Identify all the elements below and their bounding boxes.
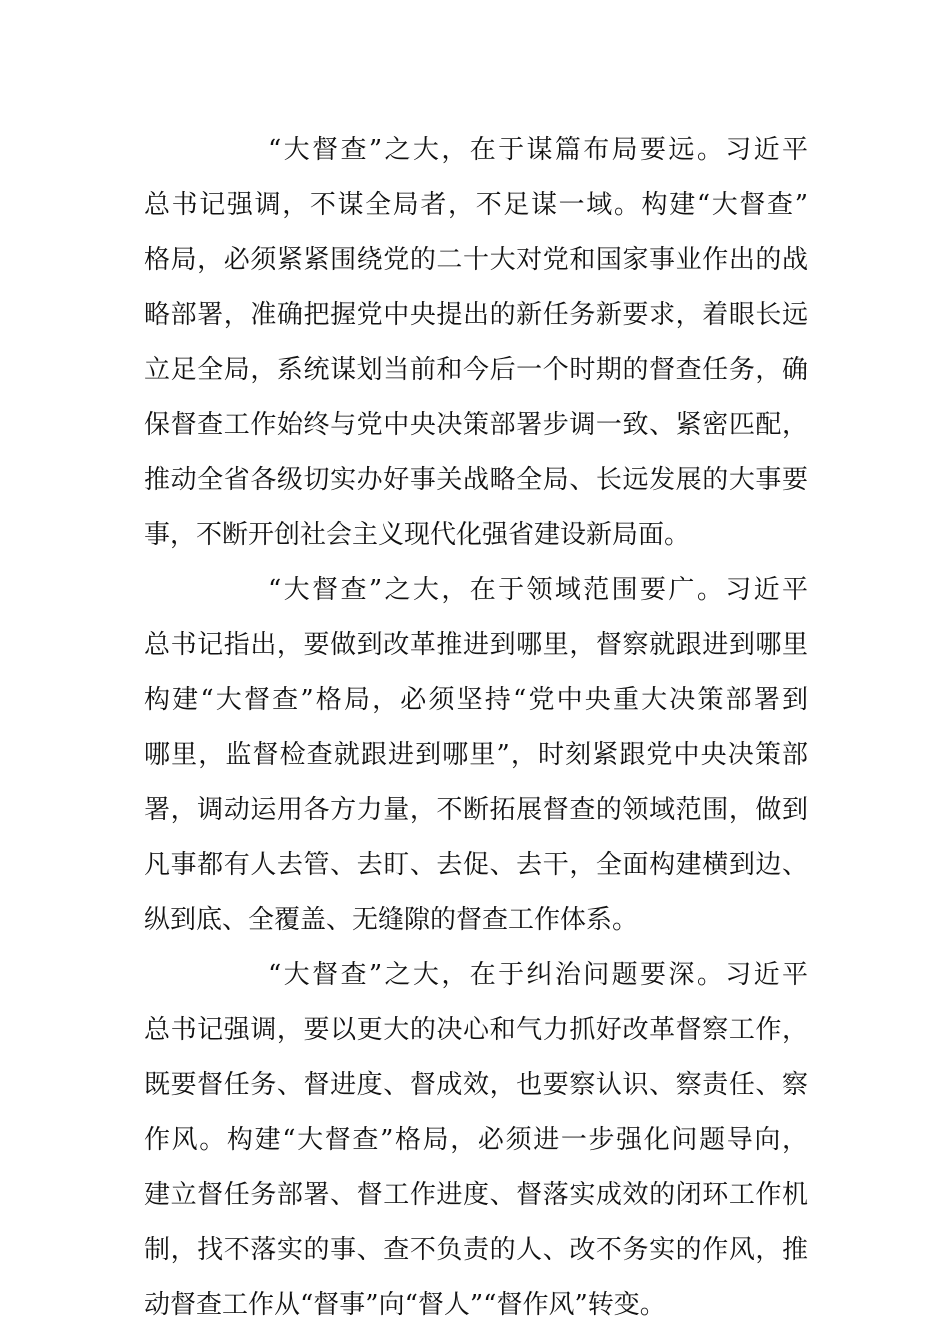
paragraph-1-line-3: 格局，必须紧紧围绕党的二十大对党和国家事业作出的战 — [144, 245, 808, 275]
paragraph-2-line-6: 凡事都有人去管、去盯、去促、去干，全面构建横到边、 — [144, 850, 808, 880]
paragraph-2-line-2: 总书记指出，要做到改革推进到哪里，督察就跟进到哪里 — [144, 630, 808, 660]
paragraph-2-line-3: 构建“大督查”格局，必须坚持“党中央重大决策部署到 — [144, 685, 808, 715]
paragraph-3-line-4: 作风。构建“大督查”格局，必须进一步强化问题导向， — [144, 1125, 808, 1155]
paragraph-2-line-7: 纵到底、全覆盖、无缝隙的督查工作体系。 — [144, 905, 639, 935]
paragraph-1-line-2: 总书记强调，不谋全局者，不足谋一域。构建“大督查” — [144, 190, 808, 220]
paragraph-1-line-1: “大督查”之大，在于谋篇布局要远。习近平 — [268, 135, 808, 165]
paragraph-2-line-1: “大督查”之大，在于领域范围要广。习近平 — [268, 575, 808, 605]
paragraph-2-line-5: 署，调动运用各方力量，不断拓展督查的领域范围，做到 — [144, 795, 808, 825]
paragraph-1-line-8: 事，不断开创社会主义现代化强省建设新局面。 — [144, 520, 691, 550]
paragraph-3-line-7: 动督查工作从“督事”向“督人”“督作风”转变。 — [144, 1290, 666, 1320]
paragraph-1-line-7: 推动全省各级切实办好事关战略全局、长远发展的大事要 — [144, 465, 808, 495]
paragraph-3-line-3: 既要督任务、督进度、督成效，也要察认识、察责任、察 — [144, 1070, 808, 1100]
paragraph-3-line-5: 建立督任务部署、督工作进度、督落实成效的闭环工作机 — [144, 1180, 808, 1210]
paragraph-1-line-4: 略部署，准确把握党中央提出的新任务新要求，着眼长远 — [144, 300, 808, 330]
paragraph-2-line-4: 哪里，监督检查就跟进到哪里”，时刻紧跟党中央决策部 — [144, 740, 808, 770]
paragraph-3-line-6: 制，找不落实的事、查不负责的人、改不务实的作风，推 — [144, 1235, 808, 1265]
paragraph-3-line-2: 总书记强调，要以更大的决心和气力抓好改革督察工作， — [144, 1015, 808, 1045]
paragraph-1-line-6: 保督查工作始终与党中央决策部署步调一致、紧密匹配， — [144, 410, 808, 440]
paragraph-3-line-1: “大督查”之大，在于纠治问题要深。习近平 — [268, 960, 808, 990]
paragraph-1-line-5: 立足全局，系统谋划当前和今后一个时期的督查任务，确 — [144, 355, 808, 385]
